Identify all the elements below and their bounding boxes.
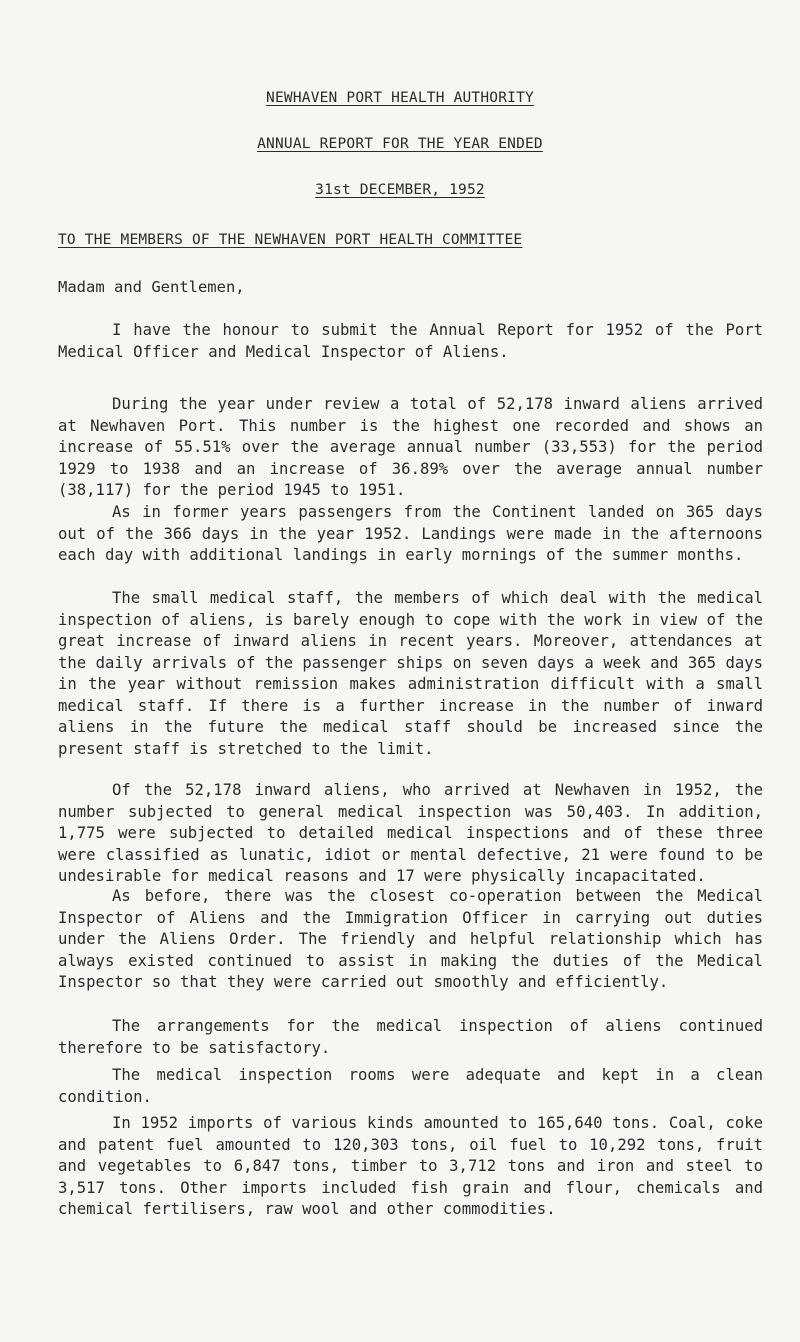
report-title-heading: ANNUAL REPORT FOR THE YEAR ENDED: [257, 136, 543, 152]
paragraph-medical-staff: The small medical staff, the members of which deal with the medical inspection of aliens, is barely enough to cope with the work in view of the great increase of inward aliens in recent years. Moreover, attendances at the daily arrivals of the passenger ships on seven days a week and 365 days in the year without remission makes administration difficult with a small medical staff. If there is a further increase in the number of inward aliens in the future the medical staff should be increased since the present staff is stretched to the limit.: [58, 589, 763, 758]
paragraph-arrangements: The arrangements for the medical inspection of aliens continued therefore to be satisfactory.: [58, 1017, 763, 1057]
paragraph-arrivals-total: During the year under review a total of 52,178 inward aliens arrived at Newhaven Port. This number is the highest one recorded and shows an increase of 55.51% over the average annual number (33,553) for the period 1929 to 1938 and an increase of 36.89% over the average annual number (38,117) for the period 1945 to 1951.: [58, 395, 763, 499]
salutation: Madam and Gentlemen,: [58, 278, 245, 296]
paragraph-inspection-rooms: The medical inspection rooms were adequate and kept in a clean condition.: [58, 1066, 763, 1106]
report-date-heading: 31st DECEMBER, 1952: [315, 182, 485, 198]
addressee-line: TO THE MEMBERS OF THE NEWHAVEN PORT HEALTH COMMITTEE: [58, 232, 523, 248]
authority-heading: NEWHAVEN PORT HEALTH AUTHORITY: [266, 90, 534, 106]
paragraph-introduction: I have the honour to submit the Annual Report for 1952 of the Port Medical Officer and Medical Inspector of Aliens.: [58, 321, 763, 361]
paragraph-landing-days: As in former years passengers from the Continent landed on 365 days out of the 366 days in the year 1952. Landings were made in the afternoons each day with additional landings in early mornings of the summer months.: [58, 503, 763, 564]
paragraph-inspections: Of the 52,178 inward aliens, who arrived at Newhaven in 1952, the number subjected to general medical inspection was 50,403. In addition, 1,775 were subjected to detailed medical inspections and of these three were classified as lunatic, idiot or mental defective, 21 were found to be undesirable for medical reasons and 17 were physically incapacitated.: [58, 781, 763, 885]
paragraph-imports: In 1952 imports of various kinds amounted to 165,640 tons. Coal, coke and patent fuel amounted to 120,303 tons, oil fuel to 10,292 tons, fruit and vegetables to 6,847 tons, timber to 3,712 tons and iron and steel to 3,517 tons. Other imports included fish grain and flour, chemicals and chemical fertilisers, raw wool and other commodities.: [58, 1114, 763, 1218]
paragraph-co-operation: As before, there was the closest co-operation between the Medical Inspector of Aliens and the Immigration Officer in carrying out duties under the Aliens Order. The friendly and helpful relationship which has always existed continued to assist in making the duties of the Medical Inspector so that they were carried out smoothly and efficiently.: [58, 887, 763, 991]
